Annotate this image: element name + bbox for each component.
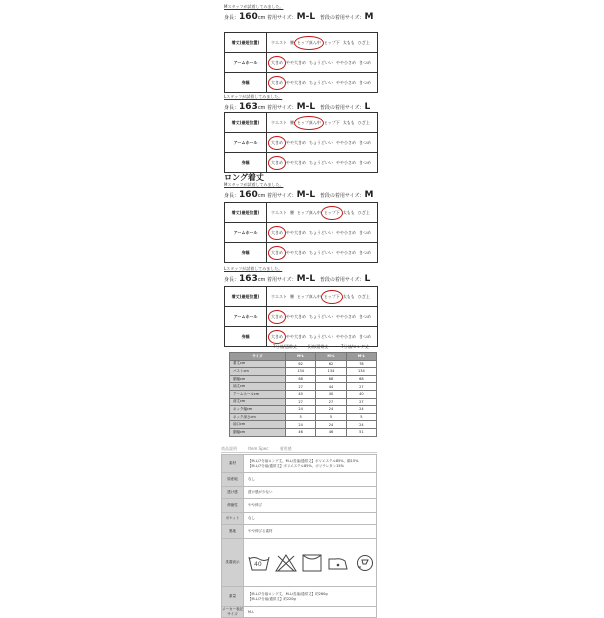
fit-row-label: 着丈(最短位置) bbox=[225, 33, 267, 53]
spec-row bbox=[222, 513, 377, 525]
fit-option: やや大きめ bbox=[286, 79, 306, 85]
size-cell: 68 bbox=[316, 375, 346, 383]
fit-option-selected: ヒップ真ん中 bbox=[297, 119, 321, 125]
size-row bbox=[230, 368, 377, 376]
staff-caption: Mスタッフが試着してみました。 bbox=[224, 4, 284, 9]
fit-row bbox=[225, 133, 378, 153]
fit-option-selected: ヒップ下 bbox=[323, 293, 340, 299]
spec-label: 重量 bbox=[222, 587, 244, 607]
fit-row bbox=[225, 307, 378, 327]
fit-option: ちょうどいい bbox=[309, 313, 333, 319]
tab-item-spec[interactable]: Item Spec bbox=[248, 446, 269, 451]
spec-value bbox=[244, 607, 377, 618]
spec-value-line: 【M-L/7分袖/通常丈】ポリエステル85%、ポリウレタン15% bbox=[248, 463, 344, 468]
fit-option: きつめ bbox=[359, 313, 371, 319]
fit-option: やや小さめ bbox=[336, 79, 356, 85]
fit-option: ひざ上 bbox=[357, 293, 370, 299]
height-value: 160 bbox=[239, 190, 258, 200]
size-row-label: 着丈cm bbox=[230, 360, 286, 368]
size-head-2: 長袖/通常丈 bbox=[307, 344, 329, 349]
fit-row-label: アームホール bbox=[225, 223, 267, 243]
fit-option: ちょうどいい bbox=[309, 139, 333, 145]
size-row-label: バストcm bbox=[230, 368, 286, 376]
fit-option: ウエスト bbox=[271, 39, 287, 45]
spec-value-line: 【M-L/7分袖/通常丈】約220g bbox=[248, 596, 296, 601]
fit-option: ヒップ真ん中 bbox=[297, 209, 321, 215]
spec-row bbox=[222, 487, 377, 499]
size-cell: 24 bbox=[346, 421, 376, 429]
size-column-header: M-L bbox=[286, 353, 316, 361]
fit-row-label: 身幅 bbox=[225, 153, 267, 173]
fit-row-options bbox=[267, 307, 378, 327]
spec-row bbox=[222, 525, 377, 539]
fit-option: やや小さめ bbox=[336, 313, 356, 319]
size-cell: 5 bbox=[316, 413, 346, 421]
size-row-label: アームホールcm bbox=[230, 390, 286, 398]
no-bleach-icon bbox=[275, 554, 297, 572]
fit-row-label: 身幅 bbox=[225, 73, 267, 93]
fit-option: やや大きめ bbox=[286, 249, 306, 255]
fit-row-options bbox=[267, 243, 378, 263]
size-cell: 51 bbox=[346, 428, 376, 436]
size-cell: 134 bbox=[346, 368, 376, 376]
size-row bbox=[230, 428, 377, 436]
spec-value bbox=[244, 587, 377, 607]
spec-label: メーカー表記サイズ bbox=[222, 607, 243, 616]
staff-caption: Lスタッフが試着してみました。 bbox=[224, 94, 283, 99]
dry-clean-icon bbox=[354, 554, 376, 572]
size-cell: 44 bbox=[316, 383, 346, 391]
fit-option: 腰 bbox=[290, 209, 294, 215]
size-cell: 68 bbox=[286, 375, 316, 383]
size-row-label: 袖丈cm bbox=[230, 383, 286, 391]
spec-row bbox=[222, 473, 377, 487]
size-row-label: 前丈cm bbox=[230, 398, 286, 406]
fit-row-options bbox=[267, 203, 378, 223]
fit-option: やや大きめ bbox=[286, 139, 306, 145]
fit-option: 太もも bbox=[342, 209, 355, 215]
tab-fit[interactable]: 着用感 bbox=[279, 446, 292, 451]
size-cell: 27 bbox=[316, 398, 346, 406]
size-cell: 27 bbox=[286, 398, 316, 406]
fit-option: ちょうどいい bbox=[309, 79, 333, 85]
spec-label: 裏地 bbox=[222, 525, 244, 539]
fit-option: やや小さめ bbox=[336, 159, 356, 165]
spec-value-line: なし bbox=[248, 477, 255, 481]
fit-option: きつめ bbox=[359, 159, 371, 165]
size-row bbox=[230, 406, 377, 414]
size-row-label: 裾幅cm bbox=[230, 375, 286, 383]
line-dry-icon bbox=[302, 554, 322, 572]
height-value: 163 bbox=[239, 102, 258, 112]
size-row-label: 裾幅cm bbox=[230, 428, 286, 436]
fit-option: ウエスト bbox=[271, 293, 287, 299]
spec-label: 透け感 bbox=[222, 487, 244, 499]
spec-value-line: 【M-L/7分袖ロング丈、M-L/長袖/通常丈】ポリエステル85%、綿15% bbox=[248, 458, 359, 463]
size-column-header: M-L bbox=[316, 353, 346, 361]
fit-option: やや大きめ bbox=[286, 229, 306, 235]
fit-option: ウエスト bbox=[271, 209, 287, 215]
fit-option-selected: ヒップ下 bbox=[323, 209, 340, 215]
fit-option: きつめ bbox=[359, 249, 371, 255]
fit-option: 太もも bbox=[342, 293, 355, 299]
size-row bbox=[230, 398, 377, 406]
spec-label: 伸縮性 bbox=[222, 499, 244, 513]
spec-value bbox=[244, 525, 377, 539]
fit-row-label: 身幅 bbox=[225, 327, 267, 347]
size-cell: 24 bbox=[346, 406, 376, 414]
staff-profile: 身長：163cm 着用サイズ：M-L 普段の着用サイズ：L bbox=[224, 102, 371, 112]
usual-size: L bbox=[364, 102, 371, 112]
size-row-label: ネック幅cm bbox=[230, 406, 286, 414]
spec-label: 洗濯表示 bbox=[222, 539, 244, 587]
fit-row-options bbox=[267, 73, 378, 93]
fit-option: やや大きめ bbox=[286, 59, 306, 65]
size-row bbox=[230, 375, 377, 383]
fit-option: やや小さめ bbox=[336, 59, 356, 65]
fit-row bbox=[225, 287, 378, 307]
fit-option: 腰 bbox=[290, 119, 294, 125]
care-symbols bbox=[248, 554, 376, 572]
fit-option: 太もも bbox=[342, 119, 355, 125]
size-cell: 134 bbox=[286, 368, 316, 376]
fit-option: 腰 bbox=[290, 293, 294, 299]
fit-row-options bbox=[267, 33, 378, 53]
fit-row-label: アームホール bbox=[225, 133, 267, 153]
fit-row bbox=[225, 53, 378, 73]
spec-row bbox=[222, 539, 377, 587]
wear-size: M-L bbox=[296, 102, 316, 112]
size-cell: 24 bbox=[316, 406, 346, 414]
staff-profile: 身長：160cm 着用サイズ：M-L 普段の着用サイズ：M bbox=[224, 190, 374, 200]
fit-option: やや小さめ bbox=[336, 139, 356, 145]
size-row bbox=[230, 413, 377, 421]
spec-value bbox=[244, 487, 377, 499]
fit-row bbox=[225, 203, 378, 223]
staff-caption: Mスタッフが試着してみました。 bbox=[224, 182, 284, 187]
fit-option: ちょうどいい bbox=[309, 59, 333, 65]
size-cell: 62 bbox=[286, 360, 316, 368]
wear-size: M-L bbox=[296, 12, 316, 22]
fit-row-label: アームホール bbox=[225, 307, 267, 327]
fit-option: ヒップ真ん中 bbox=[297, 293, 321, 299]
fit-row-label: 着丈(最短位置) bbox=[225, 113, 267, 133]
size-cell: 27 bbox=[346, 398, 376, 406]
fit-row bbox=[225, 33, 378, 53]
size-cell: 5 bbox=[346, 413, 376, 421]
spec-row bbox=[222, 499, 377, 513]
size-cell: 40 bbox=[286, 390, 316, 398]
spec-row bbox=[222, 587, 377, 607]
fit-option-selected: 大きめ bbox=[271, 333, 283, 339]
usual-size: M bbox=[364, 190, 374, 200]
fit-option: やや小さめ bbox=[336, 249, 356, 255]
fit-option: ちょうどいい bbox=[309, 159, 333, 165]
fit-row-options bbox=[267, 133, 378, 153]
fit-table bbox=[224, 112, 378, 173]
spec-value bbox=[244, 455, 377, 473]
fit-option: きつめ bbox=[359, 79, 371, 85]
size-cell: 24 bbox=[286, 406, 316, 414]
fit-option: きつめ bbox=[359, 139, 371, 145]
fit-option: ちょうどいい bbox=[309, 249, 333, 255]
spec-label: 素材 bbox=[222, 455, 244, 473]
fit-row bbox=[225, 73, 378, 93]
size-cell: 134 bbox=[316, 368, 346, 376]
fit-row-label: 着丈(最短位置) bbox=[225, 203, 267, 223]
wear-size: M-L bbox=[296, 190, 316, 200]
fit-option-selected: 大きめ bbox=[271, 139, 283, 145]
size-cell: 46 bbox=[316, 428, 346, 436]
fit-option: ひざ上 bbox=[357, 209, 370, 215]
size-cell: 68 bbox=[346, 375, 376, 383]
fit-option-selected: 大きめ bbox=[271, 59, 283, 65]
fit-option: ひざ上 bbox=[357, 39, 370, 45]
usual-size: L bbox=[364, 274, 371, 284]
wash-temperature: 40 bbox=[254, 560, 262, 568]
size-cell: 40 bbox=[346, 390, 376, 398]
size-cell: 40 bbox=[316, 390, 346, 398]
size-table bbox=[229, 352, 377, 437]
spec-label: 原産地 bbox=[222, 473, 244, 487]
fit-row-label: 身幅 bbox=[225, 243, 267, 263]
fit-option: 腰 bbox=[290, 39, 294, 45]
fit-option: きつめ bbox=[359, 333, 371, 339]
fit-option-selected: 大きめ bbox=[271, 229, 283, 235]
fit-row bbox=[225, 243, 378, 263]
spec-value bbox=[244, 513, 377, 525]
fit-row-options bbox=[267, 153, 378, 173]
spec-value-line: 【M-L/7分袖ロング丈、M-L/長袖/通常丈】約260g bbox=[248, 591, 328, 596]
spec-row bbox=[222, 607, 377, 618]
fit-option: きつめ bbox=[359, 229, 371, 235]
spec-label: ポケット bbox=[222, 513, 244, 525]
fit-option-selected: 大きめ bbox=[271, 79, 283, 85]
wear-size: M-L bbox=[296, 274, 316, 284]
size-row bbox=[230, 390, 377, 398]
fit-option: やや大きめ bbox=[286, 159, 306, 165]
fit-row-options bbox=[267, 223, 378, 243]
height-value: 163 bbox=[239, 274, 258, 284]
fit-row bbox=[225, 113, 378, 133]
size-cell: 24 bbox=[316, 421, 346, 429]
staff-profile: 身長：163cm 着用サイズ：M-L 普段の着用サイズ：L bbox=[224, 274, 371, 284]
spec-value-line: やや伸び bbox=[248, 503, 262, 507]
fit-option-selected: ヒップ真ん中 bbox=[297, 39, 321, 45]
staff-profile: 身長：160cm 着用サイズ：M-L 普段の着用サイズ：M bbox=[224, 12, 374, 22]
size-cell: 27 bbox=[286, 383, 316, 391]
fit-row-label: アームホール bbox=[225, 53, 267, 73]
fit-option: やや小さめ bbox=[336, 229, 356, 235]
section-title: ロング着丈 bbox=[224, 173, 264, 182]
usual-size: M bbox=[364, 12, 374, 22]
staff-caption: Lスタッフが試着してみました。 bbox=[224, 266, 283, 271]
size-row bbox=[230, 421, 377, 429]
size-row-label: ネック深さcm bbox=[230, 413, 286, 421]
size-header-row bbox=[230, 353, 377, 361]
fit-table bbox=[224, 32, 378, 93]
fit-table bbox=[224, 202, 378, 263]
fit-option-selected: 大きめ bbox=[271, 313, 283, 319]
size-column-header: サイズ bbox=[230, 353, 286, 361]
size-row-label: 袖口cm bbox=[230, 421, 286, 429]
fit-row-label: 着丈(最短位置) bbox=[225, 287, 267, 307]
size-column-header: M-L bbox=[346, 353, 376, 361]
spec-value-line: M-L bbox=[248, 609, 255, 614]
fit-option: きつめ bbox=[359, 59, 371, 65]
fit-option: ちょうどいい bbox=[309, 333, 333, 339]
size-row bbox=[230, 360, 377, 368]
spec-value bbox=[244, 539, 377, 587]
size-cell: 5 bbox=[286, 413, 316, 421]
size-cell: 27 bbox=[346, 383, 376, 391]
fit-row bbox=[225, 223, 378, 243]
tab-description[interactable]: 商品説明 bbox=[221, 446, 237, 451]
fit-row bbox=[225, 153, 378, 173]
size-row bbox=[230, 383, 377, 391]
fit-option: ウエスト bbox=[271, 119, 287, 125]
fit-option: ヒップ下 bbox=[323, 39, 340, 45]
fit-option: やや大きめ bbox=[286, 333, 306, 339]
spec-row bbox=[222, 455, 377, 473]
size-head-1: 7分袖/通常丈 bbox=[273, 344, 297, 349]
spec-value-line: やや伸びる素材 bbox=[248, 529, 273, 533]
fit-row-options bbox=[267, 53, 378, 73]
fit-option: 太もも bbox=[342, 39, 355, 45]
fit-option-selected: 大きめ bbox=[271, 159, 283, 165]
size-head-3: 7分袖/ロング丈 bbox=[341, 344, 369, 349]
size-cell: 78 bbox=[346, 360, 376, 368]
height-value: 160 bbox=[239, 12, 258, 22]
fit-option: ヒップ下 bbox=[323, 119, 340, 125]
fit-row-options bbox=[267, 113, 378, 133]
divider bbox=[221, 452, 377, 453]
size-cell: 24 bbox=[286, 421, 316, 429]
fit-option: ひざ上 bbox=[357, 119, 370, 125]
low-iron-icon bbox=[327, 554, 349, 572]
fit-option: やや小さめ bbox=[336, 333, 356, 339]
size-cell: 62 bbox=[316, 360, 346, 368]
spec-value-line: なし bbox=[248, 516, 255, 520]
fit-option-selected: 大きめ bbox=[271, 249, 283, 255]
fit-table bbox=[224, 286, 378, 347]
fit-option: ちょうどいい bbox=[309, 229, 333, 235]
item-spec-table bbox=[221, 454, 377, 618]
size-cell: 46 bbox=[286, 428, 316, 436]
wash-tub-icon bbox=[248, 554, 270, 572]
spec-value bbox=[244, 473, 377, 487]
spec-value bbox=[244, 499, 377, 513]
fit-option: やや大きめ bbox=[286, 313, 306, 319]
spec-value-line: 透け感が少ない bbox=[248, 490, 273, 494]
fit-row-options bbox=[267, 287, 378, 307]
